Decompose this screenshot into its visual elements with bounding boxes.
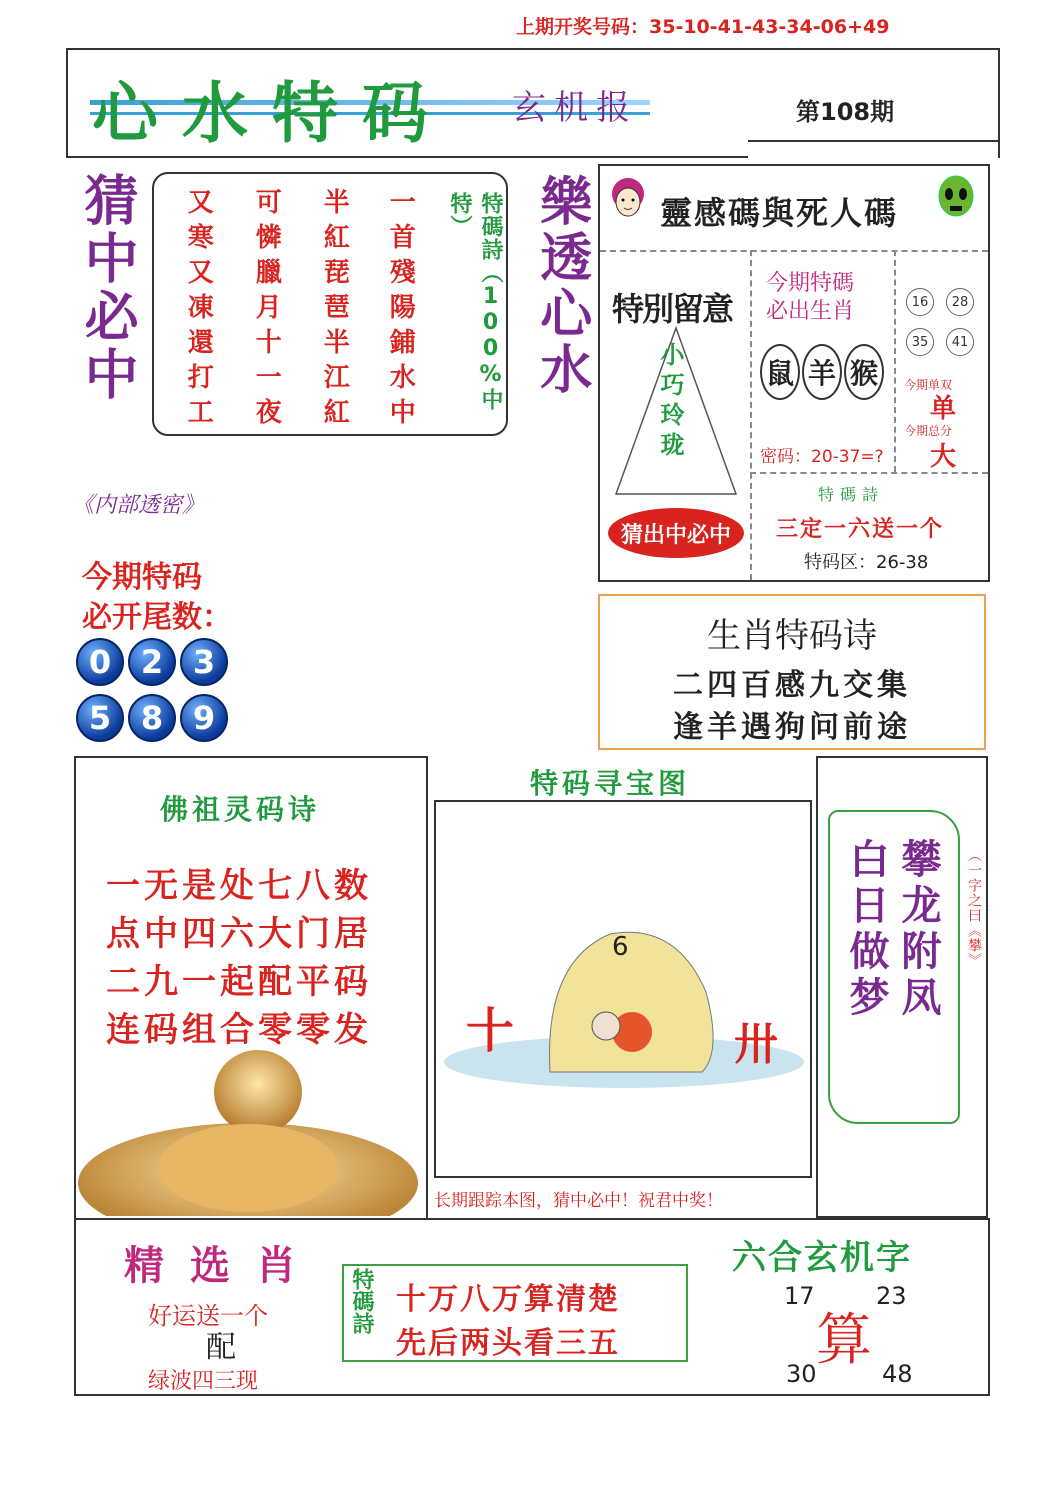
- issue-number: 第108期: [796, 98, 895, 126]
- bottom-line1: 好运送一个: [148, 1302, 268, 1330]
- triangle-text: 小巧玲珑: [656, 342, 684, 462]
- liuhe-num-4: 48: [882, 1360, 913, 1388]
- right-slogan: 樂透心水: [530, 174, 591, 398]
- zodiac-label-1: 今期特碼: [766, 271, 855, 296]
- buddha-image: [78, 1048, 426, 1216]
- lingan-range: 特码区：26-38: [804, 552, 929, 573]
- liuhe-num-3: 30: [786, 1360, 817, 1388]
- page-subtitle: 玄机报: [512, 88, 638, 128]
- zodiac-poem-line2: 逢羊遇狗问前途: [673, 710, 911, 745]
- bottom-pei: 配: [206, 1330, 236, 1365]
- buddha-line-1: 一无是处七八数: [106, 866, 372, 906]
- poem-col-3: 半紅琵琶半江紅: [319, 188, 350, 433]
- riddle-box: [816, 756, 988, 1218]
- tail-ball-5: 5: [76, 694, 124, 742]
- special-note: 特別留意: [612, 290, 733, 328]
- total-label: 今期总分: [904, 424, 953, 438]
- lingan-title: 靈感碼與死人碼: [660, 194, 899, 232]
- bottom-poem-1: 十万八万算清楚: [396, 1282, 620, 1317]
- lingan-divider-left: [750, 250, 752, 580]
- zodiac-goat: 羊: [802, 344, 842, 400]
- guess-badge-text: 猜出中必中: [620, 522, 731, 548]
- poem-col-1: 又寒又凍還打工: [183, 188, 214, 433]
- header-frame-bottom-right: [748, 140, 1000, 142]
- lingan-divider-top: [600, 250, 988, 252]
- poem-side-label: 特碼詩（100%中特）: [447, 192, 503, 411]
- last-draw: 上期开奖号码：35-10-41-43-34-06+49: [516, 16, 890, 38]
- liuhe-num-2: 23: [876, 1282, 907, 1310]
- total-value: 大: [930, 442, 957, 472]
- bottom-poem-box: [342, 1264, 688, 1362]
- buddha-line-4: 连码组合零零发: [106, 1010, 372, 1050]
- buddha-line-2: 点中四六大门居: [106, 914, 372, 954]
- buddha-line-3: 二九一起配平码: [106, 962, 372, 1002]
- inner-secret-title: 《内部透密》: [72, 493, 205, 518]
- liuhe-center-char: 算: [816, 1308, 872, 1373]
- inner-secret-line2: 必开尾数：: [82, 600, 232, 635]
- lingan-divider-right: [894, 250, 896, 472]
- circle-num-2: 28: [946, 288, 974, 316]
- liuhe-title: 六合玄机字: [732, 1238, 912, 1278]
- tail-ball-2: 2: [128, 638, 176, 686]
- riddle-col-1: 白日做梦: [843, 838, 889, 1022]
- zodiac-monkey: 猴: [844, 344, 884, 400]
- inner-secret-line1: 今期特码: [82, 560, 202, 595]
- alien-icon: [936, 174, 976, 228]
- jing-title: 精选肖: [124, 1243, 322, 1289]
- lingan-poem-text: 三定一六送一个: [776, 517, 945, 542]
- riddle-col-2: 攀龙附凤: [895, 838, 941, 1022]
- single-double-value: 单: [930, 394, 957, 424]
- guess-badge: [608, 508, 744, 558]
- zodiac-poem-title: 生肖特码诗: [707, 616, 877, 656]
- treasure-title: 特码寻宝图: [530, 767, 691, 800]
- poem-box: [152, 172, 508, 436]
- zodiac-rat: 鼠: [760, 344, 800, 400]
- lingan-box: [598, 164, 990, 582]
- bottom-poem-2: 先后两头看三五: [396, 1326, 620, 1361]
- zodiac-label-2: 必出生肖: [766, 299, 855, 324]
- buddha-box: [74, 756, 428, 1218]
- liuhe-num-1: 17: [784, 1282, 815, 1310]
- buddha-title: 佛祖灵码诗: [160, 793, 321, 826]
- poem-col-4: 一首殘陽鋪水中: [385, 188, 416, 433]
- bottom-poem-label: 特碼詩: [349, 1268, 374, 1334]
- circle-num-3: 35: [906, 328, 934, 356]
- lingan-poem-label: 特碼詩: [818, 485, 885, 504]
- zodiac-poem-box: [598, 594, 986, 750]
- secret-code: 密码：20-37=?: [760, 447, 884, 467]
- zodiac-poem-line1: 二四百感九交集: [673, 668, 911, 703]
- poem-col-2: 可憐臘月十一夜: [251, 188, 282, 433]
- single-double-label: 今期单双: [904, 378, 953, 392]
- bottom-box: [74, 1218, 990, 1396]
- left-slogan: 猜中必中: [76, 172, 140, 404]
- circle-num-4: 41: [946, 328, 974, 356]
- treasure-caption: 长期跟踪本图，猜中必中！祝君中奖！: [434, 1191, 723, 1211]
- treasure-left-char: 十: [466, 1003, 515, 1059]
- riddle-note: （一字之曰《攀》: [966, 848, 982, 968]
- circle-num-1: 16: [906, 288, 934, 316]
- header-frame-bottom: [66, 156, 748, 158]
- treasure-right-char: 卅: [734, 1019, 778, 1070]
- treasure-rock-digit: 6: [612, 932, 629, 962]
- bottom-line2: 绿波四三现: [148, 1369, 259, 1394]
- page-title: 心水特码: [92, 74, 452, 152]
- tail-ball-3: 3: [180, 638, 228, 686]
- tail-ball-8: 8: [128, 694, 176, 742]
- tail-ball-9: 9: [180, 694, 228, 742]
- treasure-box: [434, 800, 812, 1178]
- tail-ball-0: 0: [76, 638, 124, 686]
- face-icon: [608, 176, 648, 224]
